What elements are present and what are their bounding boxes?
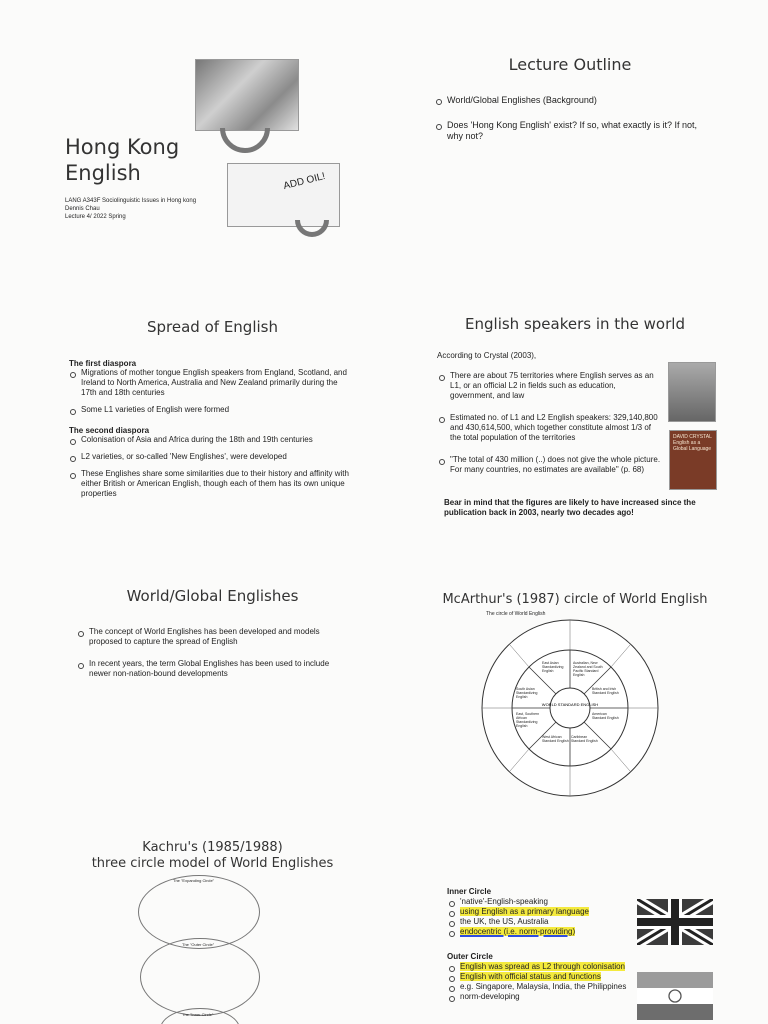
slide-title-line1: Hong Kong [65,135,180,159]
slide-mcarthur-circle [420,575,730,810]
slide-kachru-model [55,830,370,1024]
outer-circle-item: e.g. Singapore, Malaysia, India, the Philippines [448,982,633,992]
inner-region-label: East, Southern African Standardizing English [516,712,540,728]
speakers-item: There are about 75 territories where English serves as an L1, or an official L2 in fields such as education, government, and law [438,371,662,401]
david-crystal-photo [668,362,716,422]
inner-region-label: Australian, New Zealand and South Pacific Standard English [573,661,603,677]
inner-circle-heading: Inner Circle [447,887,492,896]
book-title: DAVID CRYSTAL English as a Global Language [673,434,712,452]
kachru-title-line2: three circle model of World Englishes [91,856,334,871]
circle-caption: The circle of World English [486,611,546,617]
slide-circle-definitions [420,875,730,1024]
slide-title-line2: English [65,161,141,185]
hong-kong-tram-photo [195,59,299,131]
inner-region-label: South Asian Standardizing English [516,687,538,699]
second-diaspora-item: Colonisation of Asia and Africa during the 18th and 19th centuries [69,435,349,445]
speakers-note: Bear in mind that the figures are likely to have increased since the publication back in 2003, nearly two decades ago! [444,498,696,517]
speakers-intro: According to Crystal (2003), [437,351,537,360]
outer-circle-label: The "Outer Circle" [182,942,215,947]
outer-circle-item: English with official status and functions [448,972,633,982]
india-flag-icon [637,972,713,1020]
second-diaspora-heading: The second diaspora [69,426,150,435]
inner-circle-label: The "Inner Circle" [182,1012,214,1017]
outer-circle [140,938,260,1016]
speakers-item: "The total of 430 million (..) does not give the whole picture. For many countries, no estimates are available" (p. 68) [438,455,662,475]
lecture-outline-title: Lecture Outline [508,55,632,74]
slide-spread-of-english [55,305,370,535]
circle-center-label: WORLD STANDARD ENGLISH [541,702,599,707]
book-cover [669,430,717,490]
add-oil-text: ADD OIL! [282,170,327,193]
slide-world-global-englishes [55,575,370,805]
first-diaspora-item: Migrations of mother tongue English speakers from England, Scotland, and Ireland to North America, Australia and New Zealand primarily during the 17th and 18th centuries [69,368,349,398]
instructor-name: Dennis Chau [65,206,100,212]
inner-region-label: British and Irish Standard English [592,687,619,695]
outer-circle-item: norm-developing [448,992,633,1002]
slide-lecture-outline [420,45,720,250]
speakers-title: English speakers in the world [465,315,685,333]
second-diaspora-item: L2 varieties, or so-called 'New Englishes', were developed [69,452,349,462]
inner-circle-item: using English as a primary language [448,907,633,917]
world-english-circle-diagram [480,613,660,803]
inner-circle-item: endocentric (i.e. norm-providing) [448,927,633,937]
outline-item: Does 'Hong Kong English' exist? If so, what exactly is it? If not, why not? [435,120,700,142]
inner-region-label: West African Standard English [542,735,569,743]
expanding-circle-label: The "Expanding Circle" [173,878,215,883]
world-englishes-title: World/Global Englishes [126,587,299,605]
inner-circle-item: 'native'-English-speaking [448,897,633,907]
add-oil-note-photo [227,163,340,227]
first-diaspora-item: Some L1 varieties of English were formed [69,405,349,415]
world-englishes-item: In recent years, the term Global Englishes has been used to include newer non-nation-bound developments [77,659,352,679]
lecture-info: Lecture 4/ 2022 Spring [65,214,126,220]
inner-region-label: American Standard English [592,712,619,720]
uk-flag-icon [637,899,713,945]
inner-region-label: East Asian Standardizing English [542,661,564,673]
inner-circle-item: the UK, the US, Australia [448,917,633,927]
inner-region-label: Caribbean Standard English [571,735,598,743]
speakers-item: Estimated no. of L1 and L2 English speakers: 329,140,800 and 430,614,500, which together constitute almost 1/3 of the total population of the territories [438,413,662,443]
outer-circle-heading: Outer Circle [447,952,493,961]
mcarthur-title: McArthur's (1987) circle of World English [442,592,708,607]
spread-title: Spread of English [147,318,278,336]
outline-item: World/Global Englishes (Background) [435,95,700,106]
first-diaspora-heading: The first diaspora [69,359,137,368]
kachru-title-line1: Kachru's (1985/1988) [142,840,283,855]
outer-circle-item: English was spread as L2 through colonisation [448,962,633,972]
world-englishes-item: The concept of World Englishes has been developed and models proposed to capture the spread of English [77,627,352,647]
slide-english-speakers [420,305,730,535]
slide-title [55,45,370,250]
second-diaspora-item: These Englishes share some similarities due to their history and affinity with either British or American English, though each of them has its own unique properties [69,469,349,499]
course-name: LANG A343F Sociolinguistic Issues in Hong kong [65,198,197,204]
